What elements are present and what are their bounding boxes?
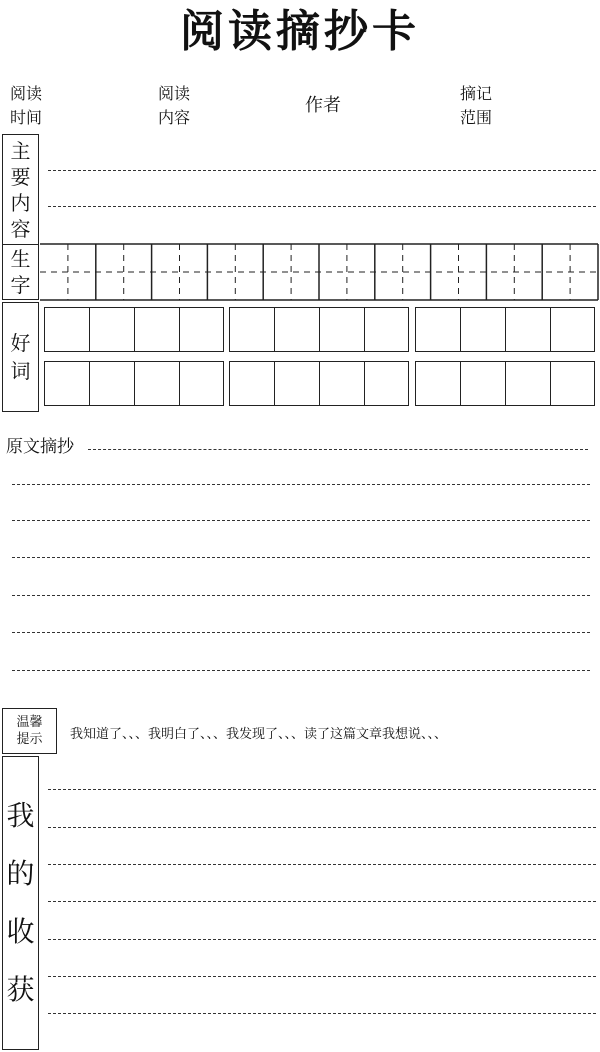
good-word-box[interactable] (179, 307, 224, 352)
good-word-box[interactable] (505, 307, 551, 352)
good-word-box[interactable] (319, 361, 365, 406)
gains-label-box (2, 756, 39, 1050)
gains-char: 获 (6, 973, 35, 1006)
gains-line[interactable] (48, 1013, 596, 1014)
new-characters-char: 字 (10, 273, 31, 297)
gains-line[interactable] (48, 976, 596, 977)
excerpt-range-line2: 范围 (460, 108, 493, 127)
reading-content-line2: 内容 (158, 108, 191, 127)
excerpt-line[interactable] (12, 520, 590, 521)
good-word-box[interactable] (460, 307, 506, 352)
good-word-box[interactable] (134, 307, 180, 352)
good-word-box[interactable] (364, 361, 409, 406)
main-content-char: 要 (10, 164, 31, 189)
gains-line[interactable] (48, 901, 596, 902)
tip-label-box (2, 708, 57, 754)
good-word-box[interactable] (550, 361, 595, 406)
main-content-char: 主 (10, 138, 31, 163)
good-word-box[interactable] (364, 307, 409, 352)
good-word-box[interactable] (505, 361, 551, 406)
gains-line[interactable] (48, 789, 596, 790)
gains-char: 的 (6, 857, 35, 890)
good-word-box[interactable] (319, 307, 365, 352)
gains-line[interactable] (48, 939, 596, 940)
gains-char: 收 (6, 915, 35, 948)
good-word-box[interactable] (460, 361, 506, 406)
new-characters-char: 生 (10, 247, 31, 271)
excerpt-line[interactable] (12, 557, 590, 558)
tip-label-line1: 温馨 (16, 715, 43, 730)
good-words-char: 词 (10, 359, 31, 383)
excerpt-line[interactable] (12, 595, 590, 596)
excerpt-line[interactable] (12, 632, 590, 633)
excerpt-line[interactable] (12, 670, 590, 671)
good-word-box[interactable] (89, 361, 135, 406)
good-word-box[interactable] (274, 307, 320, 352)
tip-text: 我知道了、、、我明白了、、、我发现了、、、读了这篇文章我想说、、、 (70, 727, 448, 742)
good-words-char: 好 (10, 331, 31, 355)
good-word-box[interactable] (550, 307, 595, 352)
reading-time-line2: 时间 (10, 108, 43, 127)
good-word-box[interactable] (44, 307, 90, 352)
good-word-box[interactable] (415, 307, 461, 352)
excerpt-range-line1: 摘记 (460, 84, 493, 103)
card-title: 阅读摘抄卡 (180, 6, 420, 57)
good-word-box[interactable] (44, 361, 90, 406)
excerpt-line-0[interactable] (88, 449, 588, 450)
good-word-box[interactable] (89, 307, 135, 352)
gains-line[interactable] (48, 864, 596, 865)
good-word-box[interactable] (229, 307, 275, 352)
author-label: 作者 (305, 95, 341, 116)
reading-time-line1: 阅读 (10, 84, 43, 103)
main-content-char: 容 (10, 216, 31, 241)
tip-label-line2: 提示 (16, 732, 43, 747)
good-word-box[interactable] (134, 361, 180, 406)
gains-char: 我 (6, 799, 35, 832)
excerpt-line[interactable] (12, 484, 590, 485)
excerpt-label: 原文摘抄 (6, 437, 74, 457)
main-content-char: 内 (10, 190, 31, 215)
good-word-box[interactable] (274, 361, 320, 406)
gains-line[interactable] (48, 827, 596, 828)
good-word-box[interactable] (229, 361, 275, 406)
good-word-box[interactable] (179, 361, 224, 406)
reading-content-line1: 阅读 (158, 84, 191, 103)
good-word-box[interactable] (415, 361, 461, 406)
good-words-label-box (2, 302, 39, 412)
